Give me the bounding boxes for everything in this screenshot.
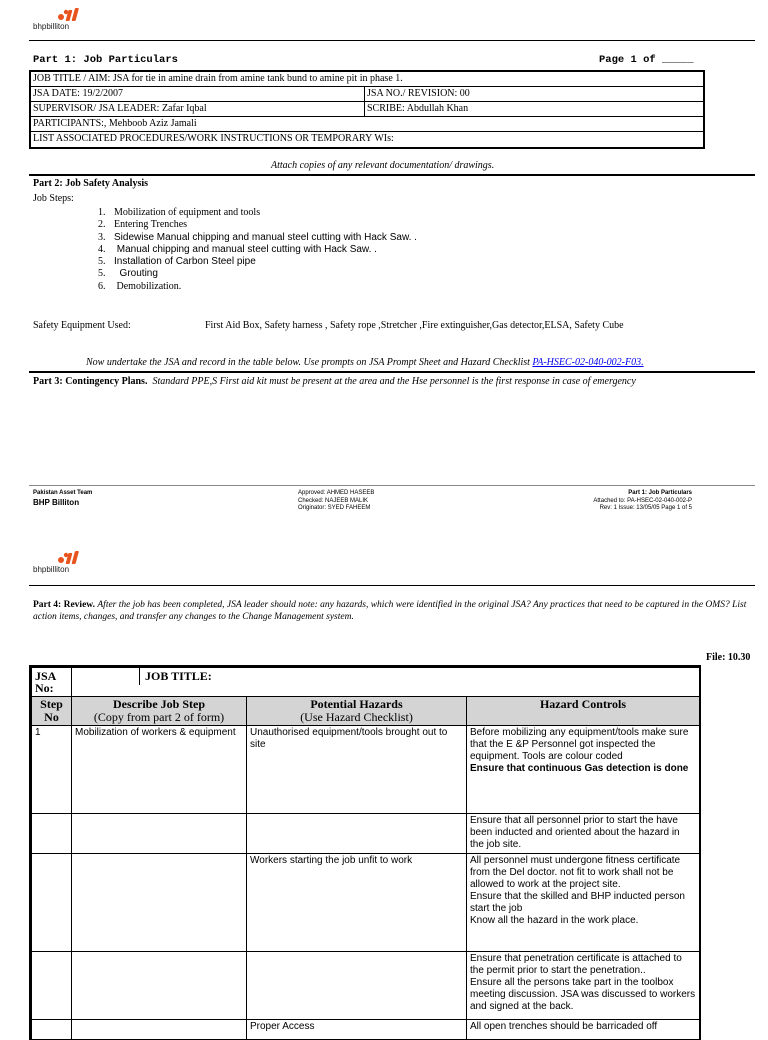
job-step-number: 4.	[98, 243, 106, 255]
part3-line	[33, 376, 636, 387]
job-step-item	[98, 232, 417, 244]
footer-approved: Approved: AHMED HASEEB	[298, 490, 375, 496]
file-label: File: 10.30	[706, 652, 751, 663]
safety-equipment-value: First Aid Box, Safety harness , Safety rope ,Stretcher ,Fire extinguisher,Gas detector,ELSA, Safety Cube	[205, 320, 624, 331]
header-describe-sub: (Copy from part 2 of form)	[93, 710, 225, 724]
jsa-table-meta-row	[32, 668, 700, 697]
footer-originator: Originator: SYED FAHEEM	[298, 505, 371, 511]
header-describe	[72, 697, 247, 726]
logo-wordmark: bhpbilliton	[33, 22, 70, 31]
hazard-checklist-link[interactable]: PA-HSEC-02-040-002-F03.	[532, 357, 644, 368]
job-steps-list	[98, 207, 417, 293]
table-row	[32, 726, 700, 814]
footer-left	[33, 490, 92, 507]
step-no-cell	[32, 726, 72, 814]
part3-heading: Part 3: Contingency Plans.	[33, 376, 148, 387]
participants-cell: PARTICIPANTS:, Mehboob Aziz Jamali	[33, 118, 197, 129]
part1-heading: Part 1: Job Particulars	[33, 54, 178, 66]
page2-header-rule	[29, 585, 755, 586]
step-no-cell	[32, 814, 72, 854]
footer-rev: Rev: 1 Issue: 13/05/05 Page 1 of 5	[599, 505, 692, 511]
job-step-item	[98, 207, 417, 219]
table-row	[32, 1020, 700, 1040]
control-cell-text: Before mobilizing any equipment/tools make sure that the E &P Personnel got inspected the equipment. Tools are colour coded	[470, 727, 689, 762]
header-hazards	[247, 697, 467, 726]
job-step-item	[98, 244, 417, 256]
page-label: Page 1 of _____	[599, 54, 694, 66]
footer-center	[298, 490, 374, 513]
job-title-label: JOB TITLE:	[145, 669, 212, 683]
jsa-no-label: JSA No:	[32, 668, 72, 697]
describe-cell	[72, 952, 247, 1020]
table-row	[32, 814, 700, 854]
control-cell	[467, 952, 700, 1020]
header-step-no: Step No	[32, 697, 72, 726]
control-cell-text: All personnel must undergone fitness certificate from the Del doctor. not fit to work shall not be allowed to work at the project site. Ensure that the skilled and BHP inducted person start the job Know all the hazard in the work place.	[470, 855, 685, 926]
jsa-date-cell: JSA DATE: 19/2/2007	[31, 87, 365, 101]
job-step-text: Grouting	[114, 268, 158, 280]
part3-text: Standard PPE,S First aid kit must be present at the area and the Hse personnel is the first response in case of emergency	[152, 376, 636, 387]
describe-cell	[72, 854, 247, 952]
job-step-item	[98, 256, 417, 268]
table-row	[32, 952, 700, 1020]
header-hazards-title: Potential Hazards	[310, 697, 403, 711]
control-cell	[467, 814, 700, 854]
job-step-text: Mobilization of equipment and tools	[114, 207, 261, 218]
control-emphasis-text: Ensure that continuous Gas detection is done	[470, 763, 689, 774]
job-step-number: 5.	[98, 256, 106, 268]
job-title-cell: JOB TITLE / AIM: JSA for tie in amine drain from amine tank bund to amine pit in phase 1.	[33, 73, 403, 84]
part4-text: After the job has been completed, JSA leader should note: any hazards, which were identified in the original JSA? Any practices that need to be captured in the OMS? List action items, changes, and transfer any changes to the Change Management system.	[33, 600, 747, 622]
header-hazards-sub: (Use Hazard Checklist)	[300, 710, 413, 724]
job-particulars-table	[29, 70, 705, 149]
hazard-cell-text: Proper Access	[250, 1021, 315, 1032]
step-no-cell-text: 1	[35, 727, 41, 738]
part2-heading: Part 2: Job Safety Analysis	[33, 178, 148, 189]
attach-note: Attach copies of any relevant documentation/ drawings.	[271, 160, 495, 171]
job-step-text: Sidewise Manual chipping and manual steel cutting with Hack Saw. .	[114, 231, 417, 243]
part4-heading: Part 4: Review.	[33, 600, 95, 610]
job-step-text: Manual chipping and manual steel cutting with Hack Saw. .	[114, 243, 377, 255]
step-no-cell	[32, 952, 72, 1020]
describe-cell	[72, 1020, 247, 1040]
job-step-item	[98, 268, 417, 280]
job-step-item	[98, 219, 417, 231]
part2-rule	[29, 174, 755, 176]
job-step-number: 1.	[98, 207, 106, 218]
safety-equipment-label: Safety Equipment Used:	[33, 320, 131, 331]
supervisor-cell: SUPERVISOR/ JSA LEADER: Zafar Iqbal	[31, 102, 365, 116]
step-no-cell	[32, 854, 72, 952]
hazard-cell	[247, 814, 467, 854]
describe-cell	[72, 814, 247, 854]
hazard-cell	[247, 1020, 467, 1040]
jsa-prompt-text: Now undertake the JSA and record in the table below. Use prompts on JSA Prompt Sheet and Hazard Checklist	[86, 357, 533, 368]
control-cell-text: All open trenches should be barricaded off	[470, 1021, 658, 1032]
bhp-logo-mark-icon	[57, 8, 83, 22]
footer-company: BHP Billiton	[33, 497, 80, 507]
part4-paragraph	[33, 599, 749, 623]
control-cell	[467, 854, 700, 952]
bhp-logo-page2	[33, 551, 93, 577]
job-step-text: Entering Trenches	[114, 219, 188, 231]
header-describe-title: Describe Job Step	[113, 697, 205, 711]
header-rule	[29, 40, 755, 41]
footer-checked: Checked: NAJEEB MALIK	[298, 497, 369, 504]
jsa-prompt	[86, 357, 644, 368]
job-step-number: 2.	[98, 219, 106, 231]
jsa-table	[29, 665, 701, 1040]
job-step-item	[98, 281, 417, 293]
header-controls: Hazard Controls	[467, 697, 700, 726]
job-step-number: 5.	[98, 268, 106, 280]
hazard-cell	[247, 726, 467, 814]
job-step-text: Demobilization.	[114, 280, 182, 292]
footer-team: Pakistan Asset Team	[33, 490, 93, 496]
footer-rule	[29, 485, 755, 486]
footer-part-label: Part 1: Job Particulars	[628, 490, 692, 496]
jsa-meta-right	[72, 668, 700, 697]
footer-right	[593, 490, 692, 513]
jsa-table-header-row	[32, 697, 700, 726]
jsa-no-value	[72, 668, 140, 685]
step-no-cell	[32, 1020, 72, 1040]
job-steps-label: Job Steps:	[33, 193, 74, 204]
job-step-number: 3.	[98, 231, 106, 243]
control-cell	[467, 1020, 700, 1040]
jsa-table-body	[32, 726, 700, 1040]
hazard-cell	[247, 854, 467, 952]
logo-wordmark: bhpbilliton	[33, 565, 70, 574]
procedures-cell: LIST ASSOCIATED PROCEDURES/WORK INSTRUCTIONS OR TEMPORARY WIs:	[33, 133, 394, 144]
control-cell-text: Ensure that penetration certificate is attached to the permit prior to start the penetration.. Ensure all the persons take part in the toolbox meeting discussion. JSA was discussed to workers and signed at the back.	[470, 953, 696, 1012]
hazard-cell-text: Workers starting the job unfit to work	[250, 855, 413, 866]
describe-cell-text: Mobilization of workers & equipment	[75, 727, 236, 738]
hazard-cell-text: Unauthorised equipment/tools brought out to site	[250, 727, 448, 750]
hazard-cell	[247, 952, 467, 1020]
control-cell	[467, 726, 700, 814]
part3-rule	[29, 371, 755, 373]
bhp-logo	[33, 8, 93, 34]
job-step-text: Installation of Carbon Steel pipe	[114, 256, 256, 268]
jsa-no-cell: JSA NO./ REVISION: 00	[367, 88, 470, 99]
scribe-cell: SCRIBE: Abdullah Khan	[367, 103, 469, 114]
describe-cell	[72, 726, 247, 814]
control-cell-text: Ensure that all personnel prior to start the have been inducted and oriented about the hazard in the job site.	[470, 815, 680, 850]
job-step-number: 6.	[98, 280, 106, 292]
bhp-logo-mark-icon	[57, 551, 83, 565]
table-row	[32, 854, 700, 952]
footer-attached: Attached to: PA-HSEC-02-040-002-P	[593, 497, 692, 504]
